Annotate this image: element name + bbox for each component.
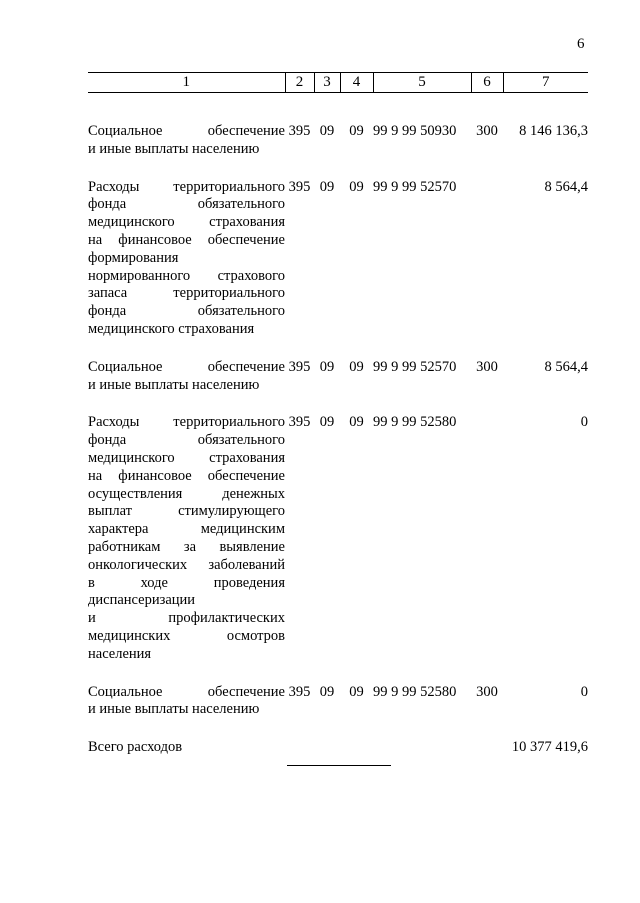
row-name [88,684,285,720]
row-name-line: на финансовое обеспечение [88,467,285,484]
cell-col6 [471,414,503,663]
cell-col2: 395 [288,178,311,195]
cell-col4: 09 [349,123,364,139]
cell-col3: 09 [319,358,335,375]
row-name-line: запаса территориального [88,285,285,302]
cell-col6 [471,179,503,339]
column-header-1: 1 [88,73,285,93]
table-header-row [88,73,588,93]
row-name-line: на финансовое обеспечение [88,231,285,248]
table-body [88,93,588,757]
row-name [88,414,285,663]
row-name-line: Социальное обеспечение [88,123,285,139]
row-name-line: и иные выплаты населению [88,701,260,718]
row-name-line: фонда обязательного [88,432,285,449]
cell-col4: 09 [349,358,364,375]
row-name-line: и профилактических [88,610,285,627]
row-name-line: медицинского страхования [88,449,285,466]
cell-col3: 09 [319,123,335,139]
cell-col2: 395 [288,414,311,431]
cell-col3: 09 [319,178,335,195]
row-name-line: фонда обязательного [88,303,285,320]
column-header-4: 4 [340,73,373,93]
row-name-line: Социальное обеспечение [88,358,285,375]
cell-col4: 09 [349,683,364,700]
row-name-line: фонда обязательного [88,196,285,213]
closing-rule [287,765,391,766]
row-name-line: медицинского страхования [88,320,255,337]
cell-col7: 8 564,4 [544,358,588,375]
row-name-line: в ходе проведения [88,574,285,591]
row-name-line: медицинских осмотров [88,627,285,644]
cell-col4: 09 [349,178,364,195]
cell-col3: 09 [319,683,335,700]
cell-col7: 8 146 136,3 [519,123,588,139]
cell-col2: 395 [288,683,311,700]
row-name-line: осуществления денежных [88,485,285,502]
total-label: Всего расходов [88,739,183,756]
total-row [88,739,588,757]
column-header-6: 6 [471,73,503,93]
row-name-line: характера медицинским [88,521,285,538]
table-row [88,684,588,720]
cell-col5: 99 9 99 52570 [373,358,457,375]
row-name-line: Социальное обеспечение [88,683,285,700]
cell-col5: 99 9 99 52580 [373,414,457,431]
row-name-line: работникам за выявление [88,538,285,555]
column-header-3: 3 [314,73,340,93]
column-header-7: 7 [503,73,588,93]
cell-col5: 99 9 99 52570 [373,178,457,195]
budget-table [88,72,588,757]
table-row [88,179,588,339]
cell-col5: 99 9 99 50930 [373,123,457,139]
row-name-line: Расходы территориального [88,414,285,431]
cell-col6: 300 [476,683,498,700]
cell-col6: 300 [476,123,498,139]
total-value: 10 377 419,6 [511,739,588,756]
row-name-line: и иные выплаты населению [88,140,260,157]
row-name-line: медицинского страхования [88,214,285,231]
row-name [88,123,285,159]
row-name [88,179,285,339]
page-number: 6 [577,36,585,52]
row-name-line: выплат стимулирующего [88,503,285,520]
cell-col6: 300 [476,358,498,375]
row-name-line: населения [88,645,152,662]
cell-col7: 0 [580,683,588,700]
cell-col5: 99 9 99 52580 [373,683,457,700]
table-row [88,359,588,395]
row-name-line: формирования [88,249,179,266]
row-name-line: диспансеризации [88,592,196,609]
cell-col7: 0 [580,414,588,431]
row-name-line: и иные выплаты населению [88,376,260,393]
row-name-line: Расходы территориального [88,178,285,195]
column-header-5: 5 [373,73,471,93]
cell-col2: 395 [288,358,311,375]
table-row [88,123,588,159]
table-row [88,414,588,663]
row-name-line: нормированного страхового [88,267,285,284]
row-name-line: онкологических заболеваний [88,556,285,573]
cell-col4: 09 [349,414,364,431]
column-header-2: 2 [285,73,314,93]
cell-col7: 8 564,4 [544,178,588,195]
cell-col3: 09 [319,414,335,431]
cell-col2: 395 [288,123,311,139]
row-name [88,359,285,395]
